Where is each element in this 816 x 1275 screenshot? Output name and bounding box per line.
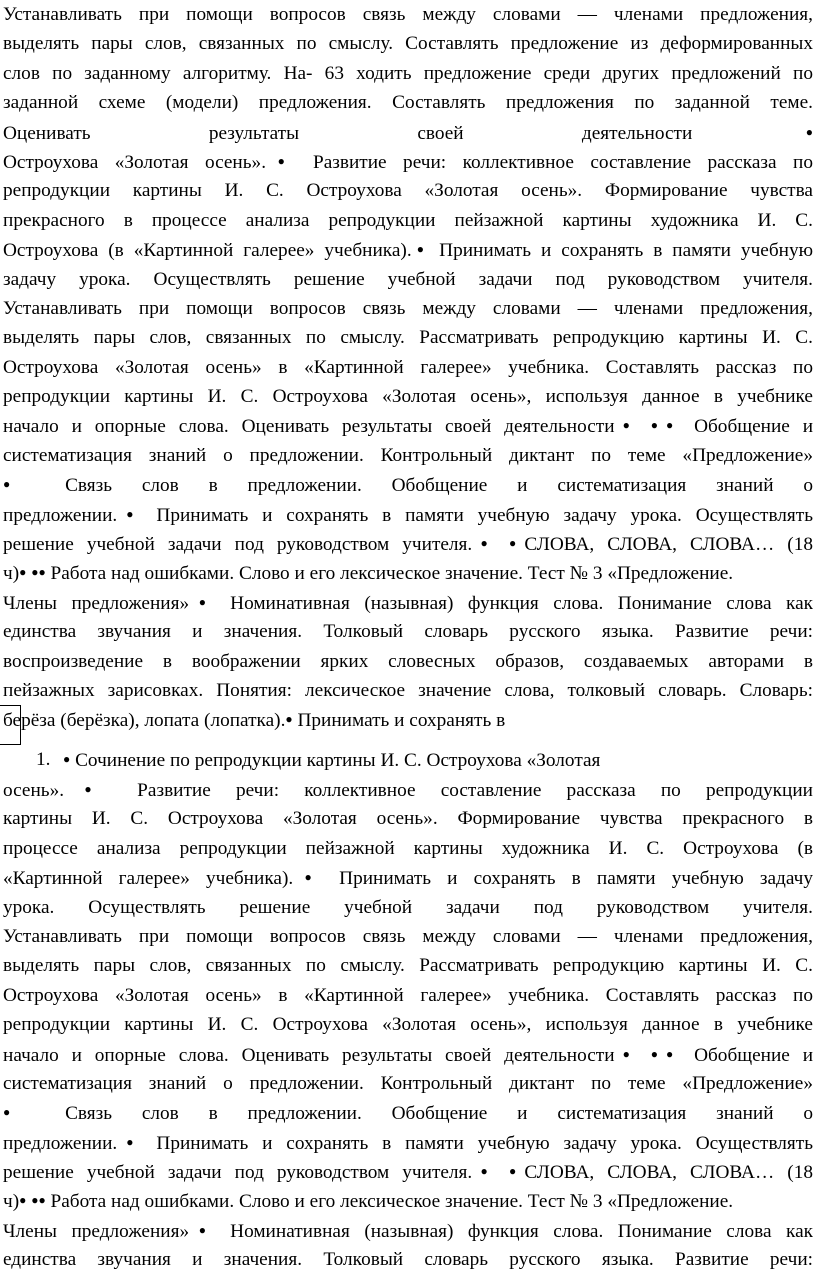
text-line: Устанавливать при помощи вопросов связь между словами — членами предложения, xyxy=(3,4,813,25)
text-line: Устанавливать при помощи вопросов связь между словами — членами предложения, xyxy=(3,297,813,319)
text-line: ● Связь слов в предложении. Обобщение и систематизация знаний о xyxy=(3,1103,813,1125)
bullet-icon: ● xyxy=(64,782,112,796)
text-line: Остроухова «Золотая осень».● Развитие речи: коллективное составление рассказа по xyxy=(3,151,813,173)
text-line: слов по заданному алгоритму. На- 63 ходить предложение среди других предложений по xyxy=(3,62,813,84)
text-line: выделять пары слов, связанных по смыслу. Рассматривать репродукцию картины И. С. xyxy=(3,327,813,349)
text-line: репродукции картины И. С. Остроухова «Золотая осень», используя данное в учебнике xyxy=(3,386,813,408)
text-line: картины И. С. Остроухова «Золотая осень». Формирование чувства прекрасного в xyxy=(3,808,813,830)
bullet-icon: ● xyxy=(472,1164,496,1179)
text-line: единства звучания и значения. Толковый словарь русского языка. Развитие речи: xyxy=(3,1249,813,1271)
bullet-icon: ● xyxy=(63,752,71,766)
text-line: ч)● ●● Работа над ошибками. Слово и его лексическое значение. Тест № 3 «Предложение. xyxy=(3,563,734,585)
bullet-icon: ● xyxy=(3,477,36,492)
double-bullet-icon: ●● xyxy=(650,418,682,433)
text-line: пейзажных зарисовках. Понятия: лексическое значение слова, толковый словарь. Словарь: xyxy=(3,679,813,701)
bullet-icon: ● xyxy=(508,536,525,551)
text-line: предложении.● Принимать и сохранять в памяти учебную задачу урока. Осуществлять xyxy=(3,504,813,526)
bullet-icon: ● xyxy=(266,153,297,168)
bullet-icon: ● xyxy=(614,1046,638,1061)
text-line: осень».● Развитие речи: коллективное составление рассказа по репродукции xyxy=(3,780,813,801)
text-line: урока. Осуществлять решение учебной задачи под руководством учителя. xyxy=(3,896,813,918)
text-line: начало и опорные слова. Оценивать результаты своей деятельности● ●● Обобщение и xyxy=(3,1044,813,1066)
bullet-icon: ● xyxy=(692,124,813,139)
bullet-icon: ● xyxy=(3,1105,36,1120)
paragraph-2 xyxy=(3,775,813,1275)
text-line: репродукции картины И. С. Остроухова «Золотая осень». Формирование чувства xyxy=(3,180,813,202)
text-line: задачу урока. Осуществлять решение учебной задачи под руководством учителя. xyxy=(3,268,813,290)
text-line: воспроизведение в воображении ярких словесных образов, создаваемых авторами в xyxy=(3,650,813,672)
text-line: заданной схеме (модели) предложения. Составлять предложения по заданной теме. xyxy=(3,92,813,114)
bullet-icon: ● xyxy=(614,418,638,433)
bullet-icon: ● xyxy=(189,594,216,609)
text-line: «Картинной галерее» учебника).● Принимать и сохранять в памяти учебную задачу xyxy=(3,868,813,890)
bullet-icon: ● xyxy=(117,506,143,521)
bullet-icon: ● xyxy=(117,1134,143,1149)
text-line: Остроухова «Золотая осень» в «Картинной галерее» учебника. Составлять рассказ по xyxy=(3,356,813,378)
double-bullet-icon: ●● xyxy=(31,565,46,580)
text-line: Остроухова «Золотая осень» в «Картинной галерее» учебника. Составлять рассказ по xyxy=(3,984,813,1006)
text-line: процессе анализа репродукции пейзажной картины художника И. С. Остроухова (в xyxy=(3,837,813,859)
list-item-first-line: ● Сочинение по репродукции картины И. С. Остроухова «Золотая xyxy=(63,750,601,771)
bullet-icon: ● xyxy=(508,1164,525,1179)
text-line: решение учебной задачи под руководством учителя.● ●СЛОВА, СЛОВА, СЛОВА… (18 xyxy=(3,1162,813,1184)
text-line: Члены предложения»● Номинативная (назывная) функция слова. Понимание слова как xyxy=(3,592,813,614)
text-line: Остроухова (в «Картинной галерее» учебника).● Принимать и сохранять в памяти учебную xyxy=(3,240,813,262)
text-line: прекрасного в процессе анализа репродукции пейзажной картины художника И. С. xyxy=(3,209,813,231)
page-break-marker xyxy=(0,705,21,745)
text-line: единства звучания и значения. Толковый словарь русского языка. Развитие речи: xyxy=(3,621,813,643)
bullet-icon: ● xyxy=(411,242,430,257)
text-line: систематизация знаний о предложении. Контрольный диктант по теме «Предложение» xyxy=(3,444,813,466)
paragraph-1 xyxy=(3,0,813,735)
text-line: берёза (берёзка), лопата (лопатка).● Принимать и сохранять в xyxy=(3,710,506,732)
double-bullet-icon: ●● xyxy=(31,1193,46,1208)
text-line: ч)● ●● Работа над ошибками. Слово и его лексическое значение. Тест № 3 «Предложение. xyxy=(3,1191,734,1213)
text-line: ● Связь слов в предложении. Обобщение и систематизация знаний о xyxy=(3,475,813,497)
bullet-icon: ● xyxy=(19,1193,27,1208)
text-line: начало и опорные слова. Оценивать результаты своей деятельности● ●● Обобщение и xyxy=(3,416,813,438)
text-line: Члены предложения»● Номинативная (назывная) функция слова. Понимание слова как xyxy=(3,1220,813,1242)
bullet-icon: ● xyxy=(285,712,293,727)
text-line: выделять пары слов, связанных по смыслу. Рассматривать репродукцию картины И. С. xyxy=(3,955,813,977)
text-line: систематизация знаний о предложении. Контрольный диктант по теме «Предложение» xyxy=(3,1072,813,1094)
bullet-icon: ● xyxy=(189,1222,216,1237)
text-line: выделять пары слов, связанных по смыслу. Составлять предложение из деформированных xyxy=(3,33,813,55)
list-number: 1. xyxy=(36,749,51,770)
bullet-icon: ● xyxy=(293,870,324,885)
double-bullet-icon: ●● xyxy=(650,1046,682,1061)
text-line: Оценивать результаты своей деятельности● xyxy=(3,122,813,144)
text-line: предложении.● Принимать и сохранять в памяти учебную задачу урока. Осуществлять xyxy=(3,1132,813,1154)
bullet-icon: ● xyxy=(472,536,496,551)
text-line: репродукции картины И. С. Остроухова «Золотая осень», используя данное в учебнике xyxy=(3,1014,813,1036)
text-line: Устанавливать при помощи вопросов связь между словами — членами предложения, xyxy=(3,925,813,947)
bullet-icon: ● xyxy=(19,565,27,580)
text-line: решение учебной задачи под руководством учителя.● ●СЛОВА, СЛОВА, СЛОВА… (18 xyxy=(3,534,813,556)
